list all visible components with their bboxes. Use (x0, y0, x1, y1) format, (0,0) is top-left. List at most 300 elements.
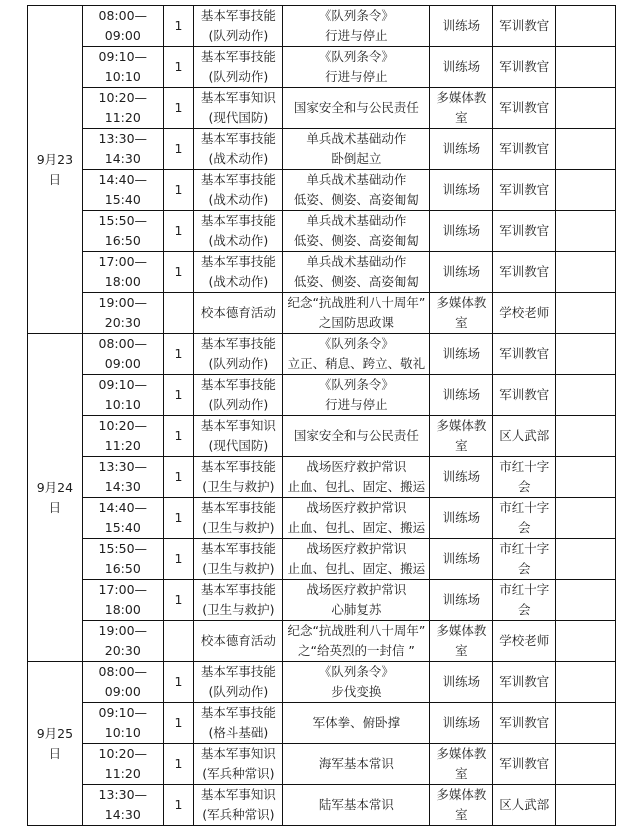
content-cell (283, 785, 430, 826)
location-cell (430, 580, 493, 621)
hours-cell-line-1: 1 (174, 100, 183, 115)
instructor-cell-line-1: 市红十字 (499, 500, 550, 515)
category-cell-line-2: (战术动作) (208, 233, 269, 248)
instructor-cell (493, 580, 556, 621)
category-cell-line-1: 基本军事知识 (200, 418, 276, 433)
note-cell (556, 211, 616, 252)
training-schedule-table (27, 5, 616, 826)
time-cell (82, 416, 163, 457)
schedule-row (28, 129, 616, 170)
location-cell-line-1: 训练场 (442, 18, 481, 33)
time-cell (82, 170, 163, 211)
category-cell (194, 375, 283, 416)
time-cell-line-1: 13:30— (98, 459, 148, 474)
category-cell-line-2: (现代国防) (208, 110, 269, 125)
instructor-cell (493, 416, 556, 457)
content-cell (283, 621, 430, 662)
time-cell-line-2: 11:20 (104, 110, 141, 125)
hours-cell (163, 703, 193, 744)
category-cell (194, 211, 283, 252)
location-cell (430, 129, 493, 170)
category-cell-line-2: (战术动作) (208, 274, 269, 289)
content-cell-line-2: 止血、包扎、固定、搬运 (287, 561, 426, 576)
instructor-cell-line-1: 军训教官 (499, 182, 550, 197)
content-cell-line-1: 战场医疗救护常识 (306, 541, 407, 556)
instructor-cell-line-2: 会 (517, 479, 531, 494)
time-cell (82, 662, 163, 703)
time-cell-line-2: 20:30 (104, 315, 141, 330)
instructor-cell (493, 539, 556, 580)
category-cell (194, 744, 283, 785)
instructor-cell (493, 662, 556, 703)
time-cell-line-2: 10:10 (104, 69, 141, 84)
location-cell-line-1: 训练场 (442, 715, 481, 730)
content-cell-line-1: 军体拳、俯卧撑 (312, 715, 401, 730)
category-cell (194, 580, 283, 621)
note-cell (556, 580, 616, 621)
hours-cell-line-1: 1 (174, 469, 183, 484)
schedule-row (28, 498, 616, 539)
instructor-cell-line-1: 军训教官 (499, 674, 550, 689)
category-cell (194, 703, 283, 744)
hours-cell (163, 47, 193, 88)
time-cell-line-2: 18:00 (104, 274, 141, 289)
category-cell-line-1: 基本军事技能 (200, 664, 276, 679)
time-cell (82, 211, 163, 252)
instructor-cell-line-2: 会 (517, 561, 531, 576)
time-cell-line-1: 15:50— (98, 541, 148, 556)
instructor-cell (493, 293, 556, 334)
location-cell-line-1: 多媒体教 (436, 787, 487, 802)
category-cell-line-1: 校本德育活动 (200, 633, 276, 648)
hours-cell (163, 539, 193, 580)
hours-cell (163, 334, 193, 375)
content-cell (283, 744, 430, 785)
content-cell (283, 539, 430, 580)
content-cell (283, 662, 430, 703)
category-cell-line-2: (战术动作) (208, 192, 269, 207)
location-cell-line-1: 多媒体教 (436, 90, 487, 105)
time-cell-line-2: 09:00 (104, 28, 141, 43)
hours-cell (163, 88, 193, 129)
category-cell-line-1: 基本军事知识 (200, 90, 276, 105)
time-cell-line-2: 11:20 (104, 438, 141, 453)
content-cell (283, 498, 430, 539)
location-cell-line-1: 训练场 (442, 141, 481, 156)
time-cell-line-1: 13:30— (98, 131, 148, 146)
time-cell-line-2: 15:40 (104, 520, 141, 535)
category-cell-line-1: 基本军事知识 (200, 787, 276, 802)
time-cell (82, 580, 163, 621)
hours-cell (163, 375, 193, 416)
instructor-cell (493, 129, 556, 170)
category-cell (194, 6, 283, 47)
content-cell (283, 375, 430, 416)
content-cell-line-1: 海军基本常识 (318, 756, 394, 771)
instructor-cell-line-1: 市红十字 (499, 541, 550, 556)
instructor-cell-line-1: 军训教官 (499, 715, 550, 730)
time-cell-line-1: 10:20— (98, 90, 148, 105)
time-cell-line-2: 09:00 (104, 356, 141, 371)
location-cell (430, 375, 493, 416)
category-cell-line-2: (队列动作) (208, 356, 269, 371)
category-cell-line-1: 基本军事技能 (200, 377, 276, 392)
category-cell-line-2: (卫生与救护) (202, 479, 275, 494)
content-cell-line-1: 国家安全和与公民责任 (293, 100, 419, 115)
time-cell (82, 47, 163, 88)
category-cell-line-1: 基本军事技能 (200, 49, 276, 64)
location-cell-line-2: 室 (455, 643, 468, 658)
note-cell (556, 621, 616, 662)
content-cell (283, 211, 430, 252)
schedule-row (28, 580, 616, 621)
location-cell (430, 88, 493, 129)
content-cell (283, 334, 430, 375)
instructor-cell (493, 375, 556, 416)
content-cell-line-2: 低姿、侧姿、高姿匍匐 (293, 233, 419, 248)
time-cell-line-1: 17:00— (98, 254, 148, 269)
instructor-cell-line-1: 军训教官 (499, 756, 550, 771)
content-cell-line-2: 之“给英烈的一封信 ” (297, 643, 415, 658)
category-cell (194, 170, 283, 211)
time-cell-line-2: 10:10 (104, 397, 141, 412)
location-cell (430, 457, 493, 498)
location-cell-line-1: 训练场 (442, 346, 481, 361)
date-cell (28, 334, 83, 662)
category-cell-line-1: 基本军事技能 (200, 336, 276, 351)
instructor-cell (493, 211, 556, 252)
location-cell (430, 744, 493, 785)
date-cell-line-2: 日 (48, 499, 62, 515)
note-cell (556, 375, 616, 416)
content-cell-line-1: 《队列条令》 (318, 336, 394, 351)
category-cell-line-1: 基本军事技能 (200, 500, 276, 515)
content-cell-line-2: 低姿、侧姿、高姿匍匐 (293, 192, 419, 207)
instructor-cell-line-1: 区人武部 (499, 797, 550, 812)
instructor-cell (493, 498, 556, 539)
time-cell-line-2: 11:20 (104, 766, 141, 781)
location-cell-line-2: 室 (455, 807, 468, 822)
time-cell-line-1: 09:10— (98, 377, 148, 392)
time-cell-line-1: 17:00— (98, 582, 148, 597)
content-cell-line-1: 《队列条令》 (318, 377, 394, 392)
time-cell-line-1: 08:00— (98, 8, 148, 23)
content-cell-line-1: 纪念“抗战胜利八十周年” (287, 623, 426, 638)
content-cell-line-1: 单兵战术基础动作 (306, 131, 407, 146)
location-cell-line-1: 多媒体教 (436, 746, 487, 761)
hours-cell-line-1: 1 (174, 223, 183, 238)
instructor-cell (493, 457, 556, 498)
schedule-row (28, 416, 616, 457)
category-cell-line-2: (军兵种常识) (202, 807, 275, 822)
instructor-cell (493, 88, 556, 129)
time-cell (82, 703, 163, 744)
schedule-row (28, 252, 616, 293)
content-cell-line-2: 止血、包扎、固定、搬运 (287, 520, 426, 535)
time-cell-line-2: 14:30 (104, 151, 141, 166)
hours-cell (163, 457, 193, 498)
content-cell-line-2: 止血、包扎、固定、搬运 (287, 479, 426, 494)
content-cell-line-1: 《队列条令》 (318, 49, 394, 64)
schedule-row (28, 170, 616, 211)
schedule-row (28, 621, 616, 662)
schedule-row (28, 457, 616, 498)
time-cell (82, 375, 163, 416)
time-cell-line-1: 13:30— (98, 787, 148, 802)
category-cell-line-2: (军兵种常识) (202, 766, 275, 781)
hours-cell (163, 129, 193, 170)
hours-cell-line-1: 1 (174, 551, 183, 566)
schedule-row (28, 47, 616, 88)
category-cell-line-1: 基本军事技能 (200, 541, 276, 556)
category-cell-line-1: 基本军事技能 (200, 582, 276, 597)
category-cell-line-2: (战术动作) (208, 151, 269, 166)
time-cell-line-2: 09:00 (104, 684, 141, 699)
content-cell (283, 129, 430, 170)
time-cell-line-1: 15:50— (98, 213, 148, 228)
content-cell-line-2: 卧倒起立 (331, 151, 382, 166)
category-cell (194, 293, 283, 334)
instructor-cell-line-2: 会 (517, 520, 531, 535)
time-cell (82, 293, 163, 334)
instructor-cell (493, 785, 556, 826)
note-cell (556, 457, 616, 498)
content-cell-line-1: 单兵战术基础动作 (306, 254, 407, 269)
schedule-row (28, 6, 616, 47)
time-cell (82, 498, 163, 539)
instructor-cell-line-1: 军训教官 (499, 223, 550, 238)
time-cell-line-1: 19:00— (98, 295, 148, 310)
hours-cell-line-1: 1 (174, 182, 183, 197)
note-cell (556, 88, 616, 129)
hours-cell (163, 785, 193, 826)
instructor-cell (493, 252, 556, 293)
instructor-cell (493, 47, 556, 88)
note-cell (556, 416, 616, 457)
time-cell-line-2: 16:50 (104, 233, 141, 248)
category-cell (194, 621, 283, 662)
category-cell-line-1: 基本军事技能 (200, 254, 276, 269)
content-cell-line-1: 单兵战术基础动作 (306, 213, 407, 228)
schedule-row (28, 539, 616, 580)
hours-cell-line-1: 1 (174, 715, 183, 730)
instructor-cell-line-1: 市红十字 (499, 459, 550, 474)
instructor-cell (493, 744, 556, 785)
note-cell (556, 47, 616, 88)
note-cell (556, 170, 616, 211)
location-cell-line-2: 室 (455, 110, 468, 125)
location-cell (430, 539, 493, 580)
note-cell (556, 129, 616, 170)
instructor-cell-line-1: 区人武部 (499, 428, 550, 443)
instructor-cell-line-1: 军训教官 (499, 141, 550, 156)
time-cell-line-2: 10:10 (104, 725, 141, 740)
time-cell-line-1: 14:40— (98, 172, 148, 187)
content-cell-line-2: 心肺复苏 (331, 602, 382, 617)
time-cell (82, 252, 163, 293)
time-cell (82, 621, 163, 662)
category-cell (194, 252, 283, 293)
content-cell (283, 457, 430, 498)
schedule-row (28, 88, 616, 129)
hours-cell (163, 416, 193, 457)
hours-cell-line-1: 1 (174, 264, 183, 279)
category-cell-line-1: 基本军事技能 (200, 8, 276, 23)
time-cell-line-1: 10:20— (98, 418, 148, 433)
category-cell (194, 88, 283, 129)
time-cell (82, 539, 163, 580)
content-cell (283, 416, 430, 457)
content-cell-line-2: 行进与停止 (325, 69, 388, 84)
category-cell-line-1: 基本军事技能 (200, 705, 276, 720)
hours-cell-line-1: 1 (174, 428, 183, 443)
location-cell-line-1: 训练场 (442, 674, 481, 689)
location-cell-line-1: 训练场 (442, 510, 481, 525)
location-cell-line-1: 多媒体教 (436, 295, 487, 310)
content-cell-line-1: 国家安全和与公民责任 (293, 428, 419, 443)
schedule-row (28, 785, 616, 826)
content-cell (283, 47, 430, 88)
instructor-cell-line-1: 军训教官 (499, 18, 550, 33)
location-cell (430, 498, 493, 539)
location-cell (430, 211, 493, 252)
location-cell (430, 6, 493, 47)
location-cell-line-1: 训练场 (442, 387, 481, 402)
content-cell (283, 252, 430, 293)
content-cell (283, 88, 430, 129)
category-cell (194, 662, 283, 703)
hours-cell (163, 498, 193, 539)
date-cell-line-1: 9月24 (36, 479, 74, 495)
instructor-cell-line-1: 军训教官 (499, 264, 550, 279)
location-cell-line-2: 室 (455, 438, 468, 453)
instructor-cell-line-1: 军训教官 (499, 387, 550, 402)
hours-cell (163, 6, 193, 47)
time-cell (82, 334, 163, 375)
category-cell (194, 457, 283, 498)
date-cell-line-2: 日 (48, 171, 62, 187)
time-cell (82, 129, 163, 170)
schedule-row (28, 293, 616, 334)
hours-cell (163, 293, 193, 334)
location-cell (430, 703, 493, 744)
category-cell (194, 334, 283, 375)
category-cell-line-2: (队列动作) (208, 397, 269, 412)
hours-cell-line-1: 1 (174, 756, 183, 771)
time-cell-line-2: 18:00 (104, 602, 141, 617)
time-cell (82, 785, 163, 826)
note-cell (556, 785, 616, 826)
category-cell-line-1: 校本德育活动 (200, 305, 276, 320)
instructor-cell (493, 703, 556, 744)
location-cell (430, 785, 493, 826)
instructor-cell-line-1: 市红十字 (499, 582, 550, 597)
category-cell-line-2: (卫生与救护) (202, 561, 275, 576)
content-cell-line-2: 行进与停止 (325, 28, 388, 43)
schedule-row (28, 375, 616, 416)
content-cell-line-2: 立正、稍息、跨立、敬礼 (287, 356, 426, 371)
content-cell-line-1: 战场医疗救护常识 (306, 459, 407, 474)
category-cell-line-1: 基本军事知识 (200, 746, 276, 761)
hours-cell-line-1: 1 (174, 674, 183, 689)
content-cell-line-1: 战场医疗救护常识 (306, 500, 407, 515)
content-cell-line-1: 纪念“抗战胜利八十周年” (287, 295, 426, 310)
note-cell (556, 252, 616, 293)
location-cell-line-2: 室 (455, 766, 468, 781)
content-cell (283, 293, 430, 334)
hours-cell-line-1: 1 (174, 59, 183, 74)
content-cell-line-1: 《队列条令》 (318, 664, 394, 679)
content-cell-line-2: 行进与停止 (325, 397, 388, 412)
schedule-row (28, 703, 616, 744)
location-cell-line-1: 训练场 (442, 264, 481, 279)
location-cell (430, 621, 493, 662)
content-cell (283, 703, 430, 744)
instructor-cell (493, 6, 556, 47)
content-cell (283, 170, 430, 211)
content-cell (283, 580, 430, 621)
time-cell (82, 457, 163, 498)
location-cell-line-1: 训练场 (442, 182, 481, 197)
category-cell (194, 416, 283, 457)
schedule-row (28, 334, 616, 375)
instructor-cell-line-1: 学校老师 (499, 633, 550, 648)
hours-cell (163, 580, 193, 621)
location-cell (430, 416, 493, 457)
schedule-row (28, 211, 616, 252)
category-cell-line-2: (队列动作) (208, 69, 269, 84)
time-cell-line-1: 09:10— (98, 49, 148, 64)
location-cell (430, 47, 493, 88)
date-cell (28, 6, 83, 334)
time-cell (82, 88, 163, 129)
content-cell-line-1: 单兵战术基础动作 (306, 172, 407, 187)
date-cell (28, 662, 83, 826)
schedule-body (28, 6, 616, 826)
category-cell-line-2: (现代国防) (208, 438, 269, 453)
content-cell-line-1: 陆军基本常识 (318, 797, 394, 812)
hours-cell-line-1: 1 (174, 797, 183, 812)
hours-cell (163, 744, 193, 785)
time-cell-line-1: 09:10— (98, 705, 148, 720)
note-cell (556, 744, 616, 785)
location-cell-line-1: 训练场 (442, 592, 481, 607)
time-cell (82, 6, 163, 47)
hours-cell (163, 211, 193, 252)
time-cell-line-1: 10:20— (98, 746, 148, 761)
note-cell (556, 498, 616, 539)
note-cell (556, 334, 616, 375)
hours-cell-line-1: 1 (174, 346, 183, 361)
location-cell (430, 662, 493, 703)
location-cell (430, 252, 493, 293)
date-cell-line-1: 9月23 (36, 151, 74, 167)
hours-cell-line-1: 1 (174, 510, 183, 525)
note-cell (556, 703, 616, 744)
category-cell-line-2: (队列动作) (208, 28, 269, 43)
location-cell-line-1: 训练场 (442, 223, 481, 238)
note-cell (556, 539, 616, 580)
category-cell (194, 785, 283, 826)
location-cell-line-1: 训练场 (442, 469, 481, 484)
schedule-row (28, 662, 616, 703)
time-cell-line-1: 08:00— (98, 336, 148, 351)
content-cell (283, 6, 430, 47)
hours-cell-line-1: 1 (174, 387, 183, 402)
content-cell-line-2: 步伐变换 (331, 684, 382, 699)
location-cell (430, 170, 493, 211)
content-cell-line-2: 低姿、侧姿、高姿匍匐 (293, 274, 419, 289)
